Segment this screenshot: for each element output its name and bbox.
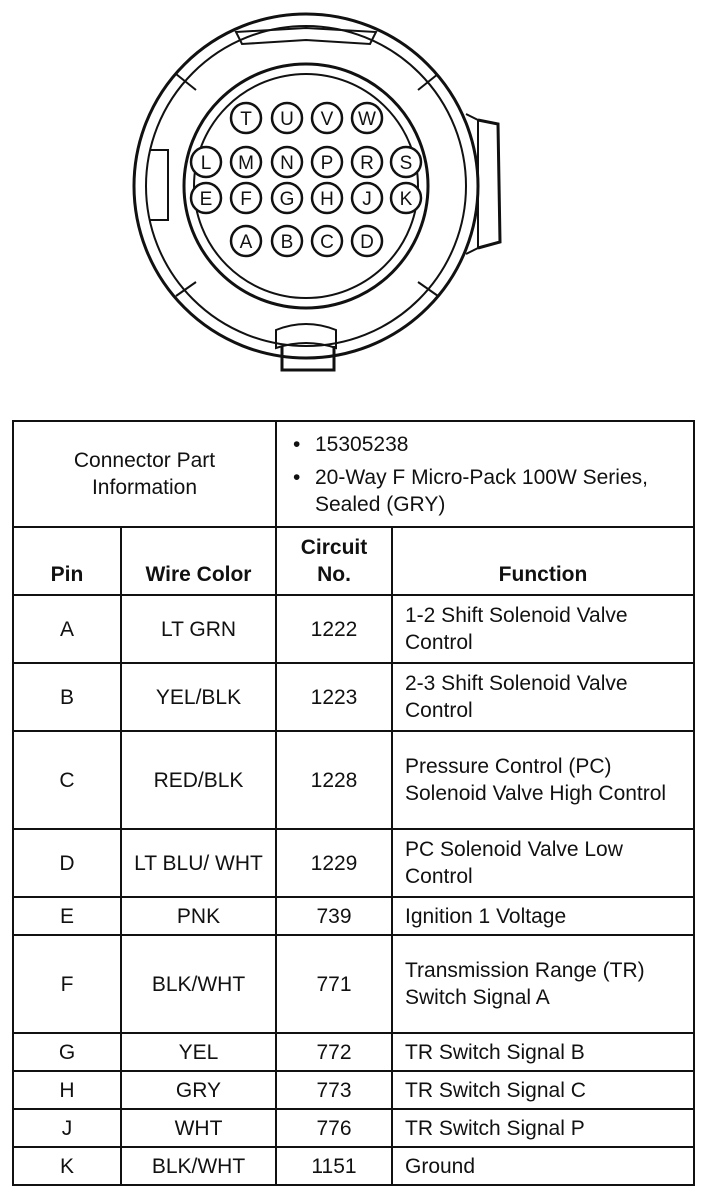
table-row: [13, 595, 694, 663]
connector-pin-r: [352, 147, 382, 177]
pin-cell: B: [13, 663, 121, 731]
pin-label: N: [280, 153, 294, 174]
bullet: •: [293, 465, 301, 489]
connector-pin-b: [272, 226, 302, 256]
connector-pin-f: [231, 183, 261, 213]
circuit-cell: 772: [276, 1033, 392, 1071]
wire-color-cell: LT GRN: [121, 595, 276, 663]
wire-color-cell: WHT: [121, 1109, 276, 1147]
function-cell: Ignition 1 Voltage: [392, 897, 694, 935]
pin-label: G: [279, 189, 295, 210]
function-cell: PC Solenoid Valve Low Control: [392, 829, 694, 897]
pin-cell: E: [13, 897, 121, 935]
table-row: [13, 731, 694, 829]
header-wire-color: Wire Color: [121, 527, 276, 595]
pin-cell: H: [13, 1071, 121, 1109]
pin-label: J: [362, 189, 372, 210]
pin-label: R: [360, 153, 374, 174]
pin-label: P: [320, 153, 334, 174]
pin-cell: K: [13, 1147, 121, 1185]
bullet: •: [293, 432, 301, 456]
circuit-cell: 1229: [276, 829, 392, 897]
function-cell: Transmission Range (TR) Switch Signal A: [392, 935, 694, 1033]
pin-label: E: [199, 189, 213, 210]
function-cell: 2-3 Shift Solenoid Valve Control: [392, 663, 694, 731]
connector-description: 20-Way F Micro-Pack 100W Series, Sealed (GRY): [315, 465, 648, 516]
connector-pins: [191, 103, 421, 256]
function-cell: 1-2 Shift Solenoid Valve Control: [392, 595, 694, 663]
pin-label: W: [358, 109, 376, 130]
connector-part-info-label: Connector Part Information: [13, 421, 276, 527]
wire-color-cell: PNK: [121, 897, 276, 935]
connector-pin-k: [391, 183, 421, 213]
wire-color-cell: YEL: [121, 1033, 276, 1071]
pin-label: V: [320, 109, 334, 130]
connector-pin-e: [191, 183, 221, 213]
column-header-row: [13, 527, 694, 595]
pin-label: D: [360, 232, 374, 253]
header-circuit-no: Circuit No.: [276, 527, 392, 595]
connector-face-diagram: [0, 0, 704, 400]
table-row: [13, 935, 694, 1033]
connector-part-info-values: [276, 421, 694, 527]
connector-pin-t: [231, 103, 261, 133]
connector-inner-lip: [194, 74, 418, 298]
table-row: [13, 897, 694, 935]
pin-cell: G: [13, 1033, 121, 1071]
header-pin: Pin: [13, 527, 121, 595]
connector-pin-w: [352, 103, 382, 133]
table-row: [13, 1109, 694, 1147]
circuit-cell: 1223: [276, 663, 392, 731]
circuit-cell: 739: [276, 897, 392, 935]
wire-color-cell: YEL/BLK: [121, 663, 276, 731]
table-row: [13, 1033, 694, 1071]
connector-description-line: [293, 464, 685, 518]
connector-pin-c: [312, 226, 342, 256]
wire-color-cell: BLK/WHT: [121, 935, 276, 1033]
pin-label: C: [320, 232, 334, 253]
connector-inner-face: [184, 64, 428, 308]
pin-cell: J: [13, 1109, 121, 1147]
pin-cell: D: [13, 829, 121, 897]
pin-label: S: [399, 153, 413, 174]
connector-outer-ring: [134, 14, 478, 358]
pin-label: F: [240, 189, 252, 210]
function-cell: Pressure Control (PC) Solenoid Valve High Control: [392, 731, 694, 829]
pin-label: T: [240, 109, 252, 130]
pin-label: K: [399, 189, 413, 210]
connector-pin-h: [312, 183, 342, 213]
pin-label: U: [280, 109, 294, 130]
pin-label: L: [200, 153, 212, 174]
connector-info-row: [13, 421, 694, 527]
pin-label: A: [239, 232, 253, 253]
table-row: [13, 1071, 694, 1109]
guide-top-right: [418, 74, 438, 90]
header-function: Function: [392, 527, 694, 595]
circuit-cell: 1228: [276, 731, 392, 829]
right-latch: [478, 120, 500, 248]
function-cell: Ground: [392, 1147, 694, 1185]
connector-pin-g: [272, 183, 302, 213]
connector-pin-n: [272, 147, 302, 177]
pin-cell: C: [13, 731, 121, 829]
table-row: [13, 829, 694, 897]
pin-cell: A: [13, 595, 121, 663]
function-cell: TR Switch Signal C: [392, 1071, 694, 1109]
connector-pin-j: [352, 183, 382, 213]
circuit-cell: 776: [276, 1109, 392, 1147]
pin-rows: [13, 595, 694, 1185]
part-number: 15305238: [315, 432, 409, 456]
left-key-notch: [150, 150, 168, 220]
connector-pin-a: [231, 226, 261, 256]
pin-cell: F: [13, 935, 121, 1033]
connector-pin-v: [312, 103, 342, 133]
function-cell: TR Switch Signal P: [392, 1109, 694, 1147]
connector-pin-p: [312, 147, 342, 177]
part-number-line: [293, 431, 685, 458]
circuit-cell: 1222: [276, 595, 392, 663]
pin-label: M: [238, 153, 254, 174]
function-cell: TR Switch Signal B: [392, 1033, 694, 1071]
connector-pin-l: [191, 147, 221, 177]
pin-label: B: [280, 232, 294, 253]
wire-color-cell: BLK/WHT: [121, 1147, 276, 1185]
circuit-cell: 773: [276, 1071, 392, 1109]
connector-pin-u: [272, 103, 302, 133]
circuit-cell: 1151: [276, 1147, 392, 1185]
connector-pin-m: [231, 147, 261, 177]
connector-pin-s: [391, 147, 421, 177]
circuit-cell: 771: [276, 935, 392, 1033]
connector-pin-table: [12, 420, 695, 1186]
table-row: [13, 663, 694, 731]
pin-label: H: [320, 189, 334, 210]
connector-pin-d: [352, 226, 382, 256]
wire-color-cell: RED/BLK: [121, 731, 276, 829]
wire-color-cell: GRY: [121, 1071, 276, 1109]
wire-color-cell: LT BLU/ WHT: [121, 829, 276, 897]
table-row: [13, 1147, 694, 1185]
guide-bottom-right: [418, 282, 438, 296]
top-key: [236, 28, 376, 44]
